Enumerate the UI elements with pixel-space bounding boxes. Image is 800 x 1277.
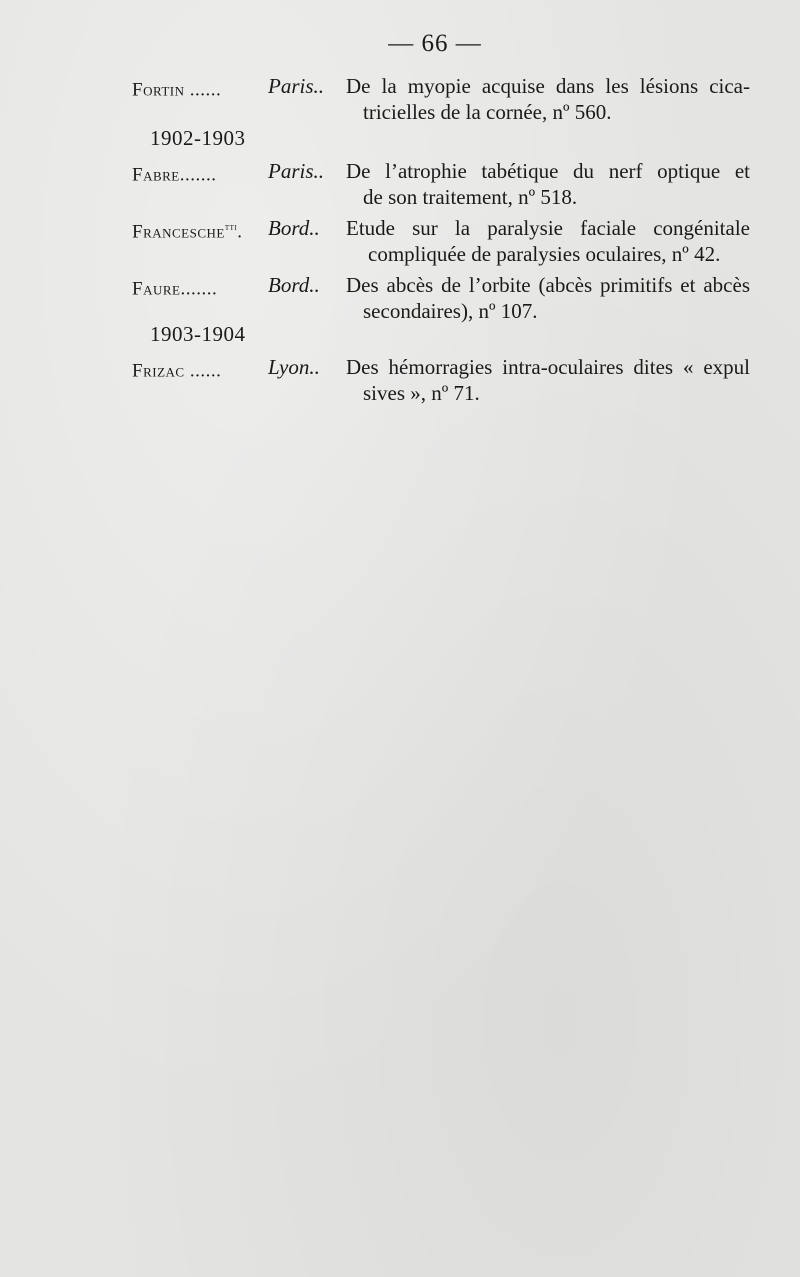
author-name: Francesche$^{tti}$.	[132, 221, 243, 243]
thesis-title	[346, 158, 750, 210]
thesis-title	[346, 272, 750, 324]
title-line-2: compliquée de paralysies oculaires, nº 42.	[368, 242, 721, 266]
place: Lyon..	[268, 355, 320, 379]
place: Paris..	[268, 74, 325, 98]
title-line-1: De l’atrophie tabétique du nerf optique et	[346, 159, 750, 183]
place: Bord..	[268, 273, 320, 297]
title-line-2: tricielles de la cornée, nº 560.	[363, 100, 612, 124]
title-line-1: Etude sur la paralysie faciale congénitale	[346, 216, 750, 240]
author-name: Frizac ......	[132, 360, 222, 382]
author-name: Fortin ......	[132, 79, 222, 101]
year-heading: 1903-1904	[150, 322, 246, 346]
author-name: Faure.......	[132, 278, 218, 300]
year-heading: 1902-1903	[150, 126, 246, 150]
page-number: — 66 —	[388, 30, 482, 57]
title-line-1: Des abcès de l’orbite (abcès primitifs et abcès	[346, 273, 750, 297]
title-line-2: secondaires), nº 107.	[363, 299, 538, 323]
thesis-title	[346, 73, 750, 125]
title-line-2: sives », nº 71.	[363, 381, 480, 405]
thesis-title	[346, 354, 750, 406]
author-name: Fabre.......	[132, 164, 217, 186]
place: Bord..	[268, 216, 320, 240]
place: Paris..	[268, 159, 325, 183]
thesis-title	[346, 215, 750, 267]
title-line-1: Des hémorragies intra-oculaires dites « expul	[346, 355, 750, 379]
title-line-2: de son traitement, nº 518.	[363, 185, 578, 209]
title-line-1: De la myopie acquise dans les lésions cica-	[346, 74, 750, 98]
